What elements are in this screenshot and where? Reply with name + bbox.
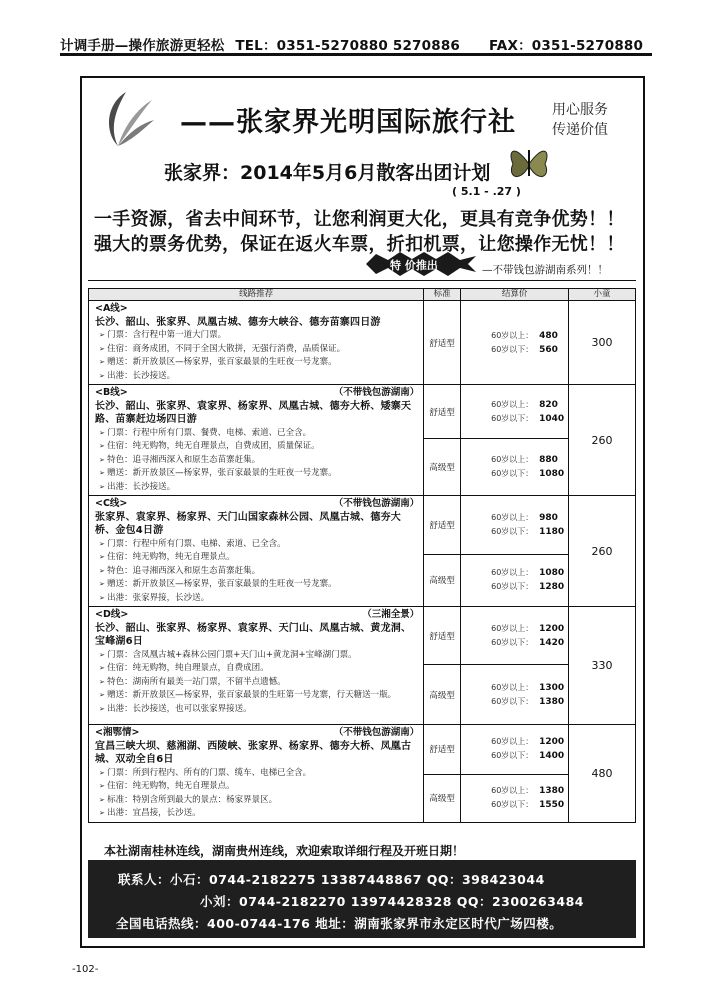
hotline-address: 全国电话热线：400-0744-176 地址：湖南张家界市永定区时代广场四楼。 bbox=[116, 916, 563, 931]
table-row bbox=[89, 725, 636, 775]
header-slogan: 计调手册—操作旅游更轻松 bbox=[60, 38, 225, 54]
plan-dates: ( 5.1 - .27 ) bbox=[452, 185, 521, 198]
price-label: 60岁以上： bbox=[491, 623, 534, 633]
tier-prices bbox=[461, 607, 569, 665]
price-value: 1420 bbox=[539, 637, 565, 648]
price-value: 560 bbox=[539, 344, 558, 355]
price-line bbox=[491, 735, 568, 749]
price-value: 1280 bbox=[539, 582, 565, 593]
route-feature: ➢ 出港：张家界接，长沙送。 bbox=[95, 592, 419, 606]
price-label: 60岁以下： bbox=[491, 696, 534, 706]
price-line bbox=[491, 681, 568, 695]
tier-prices bbox=[461, 665, 569, 725]
special-offer-note: —不带钱包游湖南系列！！ bbox=[482, 264, 608, 276]
price-label: 60岁以下： bbox=[491, 751, 534, 761]
header-tel: TEL：0351-5270880 5270886 bbox=[235, 38, 461, 54]
route-itinerary: 长沙、韶山、张家界、袁家界、杨家界、凤凰古城、德夯大桥、矮寨天路、苗寨赶边场四日游 bbox=[95, 400, 412, 425]
child-price: 300 bbox=[569, 301, 636, 385]
price-value: 1080 bbox=[539, 469, 565, 480]
price-line bbox=[491, 784, 568, 798]
route-feature: ➢ 特色：追寻湘西深入和原生态苗寨赶集。 bbox=[95, 454, 419, 468]
tier-name: 高级型 bbox=[424, 554, 461, 606]
route-feature: ➢ 住宿：纯无购物，纯无自理景点。 bbox=[95, 780, 419, 794]
price-line bbox=[491, 329, 568, 343]
price-label: 60岁以下： bbox=[491, 469, 534, 479]
slogan-line-2: 传递价值 bbox=[552, 122, 608, 138]
route-feature: ➢ 赠送：新开放景区—杨家界，张百家最景的生旺第一号龙寨，行天糖送一瓶。 bbox=[95, 689, 419, 703]
route-tag: （三湘全景） bbox=[362, 609, 420, 620]
slogan-ticket: 强大的票务优势，保证在返火车票，折扣机票，让您操作无忧！！ bbox=[94, 234, 625, 255]
butterfly-icon bbox=[505, 140, 553, 186]
table-row bbox=[89, 301, 636, 385]
route-feature: ➢ 特色：湖南所有最美一站门票，不留半点遗憾。 bbox=[95, 676, 419, 690]
route-description bbox=[89, 385, 424, 496]
route-code: <B线> bbox=[95, 387, 128, 398]
route-feature: ➢ 住宿：纯无购物，纯无自理景点，自费成团，质量保证。 bbox=[95, 440, 419, 454]
route-tag: （不带钱包游湖南） bbox=[333, 727, 420, 738]
price-value: 980 bbox=[539, 512, 558, 523]
price-value: 1380 bbox=[539, 786, 565, 797]
route-code: <湘鄂情> bbox=[95, 727, 140, 738]
price-value: 1550 bbox=[539, 800, 565, 811]
price-label: 60岁以下： bbox=[491, 413, 534, 423]
page-number: -102- bbox=[72, 964, 99, 975]
price-line bbox=[491, 398, 568, 412]
price-label: 60岁以上： bbox=[491, 786, 534, 796]
price-line bbox=[491, 798, 568, 812]
route-code: <A线> bbox=[95, 303, 128, 314]
tier-name: 舒适型 bbox=[424, 301, 461, 385]
route-feature: ➢ 住宿：纯无购物，纯无自理景点。 bbox=[95, 551, 419, 565]
price-value: 1040 bbox=[539, 413, 565, 424]
special-offer-label: 特 价推出 bbox=[390, 259, 438, 272]
route-description bbox=[89, 607, 424, 725]
route-tag: （不带钱包游湖南） bbox=[333, 498, 420, 509]
route-name bbox=[95, 497, 419, 511]
price-label: 60岁以下： bbox=[491, 637, 534, 647]
plan-title: 张家界：2014年5月6月散客出团计划 bbox=[164, 162, 491, 184]
company-slogan bbox=[552, 100, 608, 140]
child-price: 260 bbox=[569, 385, 636, 496]
price-label: 60岁以上： bbox=[491, 455, 534, 465]
header-child: 小童 bbox=[569, 289, 636, 301]
price-line bbox=[491, 622, 568, 636]
price-line bbox=[491, 453, 568, 467]
route-feature: ➢ 出港：长沙接送。 bbox=[95, 370, 419, 384]
route-feature: ➢ 门票：含行程中第一道大门票。 bbox=[95, 329, 419, 343]
company-logo bbox=[96, 84, 156, 154]
header-fax: FAX：0351-5270880 bbox=[488, 38, 644, 54]
route-feature: ➢ 赠送：新开放景区—杨家界，张百家最景的生旺夜一号龙寨。 bbox=[95, 578, 419, 592]
price-label: 60岁以下： bbox=[491, 582, 534, 592]
contact-line-1: 联系人：小石：0744-2182275 13387448867 QQ：398423044 bbox=[118, 872, 545, 887]
route-itinerary: 长沙、韶山、张家界、凤凰古城、德夯大峡谷、德夯苗寨四日游 bbox=[95, 316, 381, 328]
route-feature: ➢ 住宿：纯无购物，纯自理景点，自费成团。 bbox=[95, 662, 419, 676]
price-label: 60岁以下： bbox=[491, 800, 534, 810]
header-bar bbox=[60, 34, 652, 56]
slogan-line-1: 用心服务 bbox=[552, 102, 608, 118]
route-code: <D线> bbox=[95, 609, 129, 620]
price-label: 60岁以上： bbox=[491, 512, 534, 522]
price-value: 1300 bbox=[539, 682, 565, 693]
route-feature: ➢ 门票：含凤凰古城+森林公园门票+天门山+黄龙洞+宝峰湖门票。 bbox=[95, 649, 419, 663]
header-standard: 标准 bbox=[424, 289, 461, 301]
price-label: 60岁以上： bbox=[491, 568, 534, 578]
route-itinerary: 宜昌三峡大坝、慈湘湖、西陵峡、张家界、杨家界、德夯大桥、凤凰古城、双动全自6日 bbox=[95, 740, 412, 765]
connection-note: 本社湖南桂林连线，湖南贵州连线，欢迎索取详细行程及开班日期！ bbox=[104, 844, 465, 858]
tier-name: 舒适型 bbox=[424, 725, 461, 775]
tier-name: 舒适型 bbox=[424, 385, 461, 439]
header-price: 结算价 bbox=[461, 289, 569, 301]
route-feature: ➢ 门票：行程中所有门票、餐费、电梯、索道、已全含。 bbox=[95, 427, 419, 441]
tier-prices bbox=[461, 554, 569, 606]
route-feature: ➢ 特色：追寻湘西深入和原生态苗寨赶集。 bbox=[95, 565, 419, 579]
tier-name: 舒适型 bbox=[424, 496, 461, 555]
tier-prices bbox=[461, 774, 569, 822]
price-value: 1400 bbox=[539, 751, 565, 762]
child-price: 330 bbox=[569, 607, 636, 725]
price-value: 1200 bbox=[539, 623, 565, 634]
route-description bbox=[89, 301, 424, 385]
tier-name: 高级型 bbox=[424, 665, 461, 725]
table-row bbox=[89, 496, 636, 555]
table-row bbox=[89, 385, 636, 439]
price-value: 820 bbox=[539, 399, 558, 410]
tier-name: 舒适型 bbox=[424, 607, 461, 665]
price-value: 1380 bbox=[539, 696, 565, 707]
price-line bbox=[491, 343, 568, 357]
route-description bbox=[89, 496, 424, 607]
tier-prices bbox=[461, 439, 569, 496]
tier-prices bbox=[461, 496, 569, 555]
header-route: 线路推荐 bbox=[89, 289, 424, 301]
child-price: 480 bbox=[569, 725, 636, 823]
tier-prices bbox=[461, 301, 569, 385]
tier-name: 高级型 bbox=[424, 439, 461, 496]
route-feature: ➢ 门票：行程中所有门票、电梯、索道、已全含。 bbox=[95, 538, 419, 552]
price-line bbox=[491, 636, 568, 650]
route-name bbox=[95, 302, 419, 316]
route-feature: ➢ 赠送：新开放景区—杨家界，张百家最景的生旺夜一号龙寨。 bbox=[95, 356, 419, 370]
tier-prices bbox=[461, 385, 569, 439]
price-label: 60岁以上： bbox=[491, 330, 534, 340]
divider bbox=[88, 280, 636, 281]
child-price: 260 bbox=[569, 496, 636, 607]
price-value: 480 bbox=[539, 330, 558, 341]
contact-line-2: 小刘：0744-2182270 13974428328 QQ：2300263484 bbox=[200, 894, 584, 909]
route-code: <C线> bbox=[95, 498, 128, 509]
route-itinerary: 张家界、袁家界、杨家界、天门山国家森林公园、凤凰古城、德夯大桥、金包4日游 bbox=[95, 511, 401, 536]
route-name bbox=[95, 726, 419, 740]
table-row bbox=[89, 607, 636, 665]
tier-name: 高级型 bbox=[424, 774, 461, 822]
price-label: 60岁以上： bbox=[491, 737, 534, 747]
route-description bbox=[89, 725, 424, 823]
price-value: 880 bbox=[539, 455, 558, 466]
route-name bbox=[95, 386, 419, 400]
price-line bbox=[491, 695, 568, 709]
route-feature: ➢ 出港：宜昌接，长沙送。 bbox=[95, 807, 419, 821]
route-tag: （不带钱包游湖南） bbox=[333, 387, 420, 398]
route-feature: ➢ 出港：长沙接送，也可以张家界接送。 bbox=[95, 703, 419, 717]
price-line bbox=[491, 525, 568, 539]
price-line bbox=[491, 467, 568, 481]
route-name bbox=[95, 608, 419, 622]
route-feature: ➢ 门票：所到行程内、所有的门票、缆车、电梯已全含。 bbox=[95, 767, 419, 781]
price-line bbox=[491, 566, 568, 580]
contact-band bbox=[88, 860, 636, 938]
price-line bbox=[491, 580, 568, 594]
route-feature: ➢ 赠送：新开放景区—杨家界，张百家最景的生旺夜一号龙寨。 bbox=[95, 467, 419, 481]
price-label: 60岁以上： bbox=[491, 682, 534, 692]
price-line bbox=[491, 749, 568, 763]
tier-prices bbox=[461, 725, 569, 775]
price-label: 60岁以上： bbox=[491, 399, 534, 409]
route-feature: ➢ 出港：长沙接送。 bbox=[95, 481, 419, 495]
price-value: 1180 bbox=[539, 526, 565, 537]
price-label: 60岁以下： bbox=[491, 344, 534, 354]
price-label: 60岁以下： bbox=[491, 526, 534, 536]
route-feature: ➢ 标准：特别含所到最大的景点：杨家界景区。 bbox=[95, 794, 419, 808]
route-feature: ➢ 住宿：商务成团，不同于全国大散拼，无强行消费，品质保证。 bbox=[95, 343, 419, 357]
table-header-row bbox=[89, 289, 636, 301]
company-name: ——张家界光明国际旅行社 bbox=[180, 107, 516, 138]
price-line bbox=[491, 412, 568, 426]
route-table bbox=[88, 288, 636, 823]
slogan-resource: 一手资源，省去中间环节，让您利润更大化，更具有竞争优势！！ bbox=[94, 209, 625, 230]
price-line bbox=[491, 511, 568, 525]
route-itinerary: 长沙、韶山、张家界、杨家界、袁家界、天门山、凤凰古城、黄龙洞、宝峰湖6日 bbox=[95, 622, 412, 647]
price-value: 1080 bbox=[539, 568, 565, 579]
price-value: 1200 bbox=[539, 737, 565, 748]
